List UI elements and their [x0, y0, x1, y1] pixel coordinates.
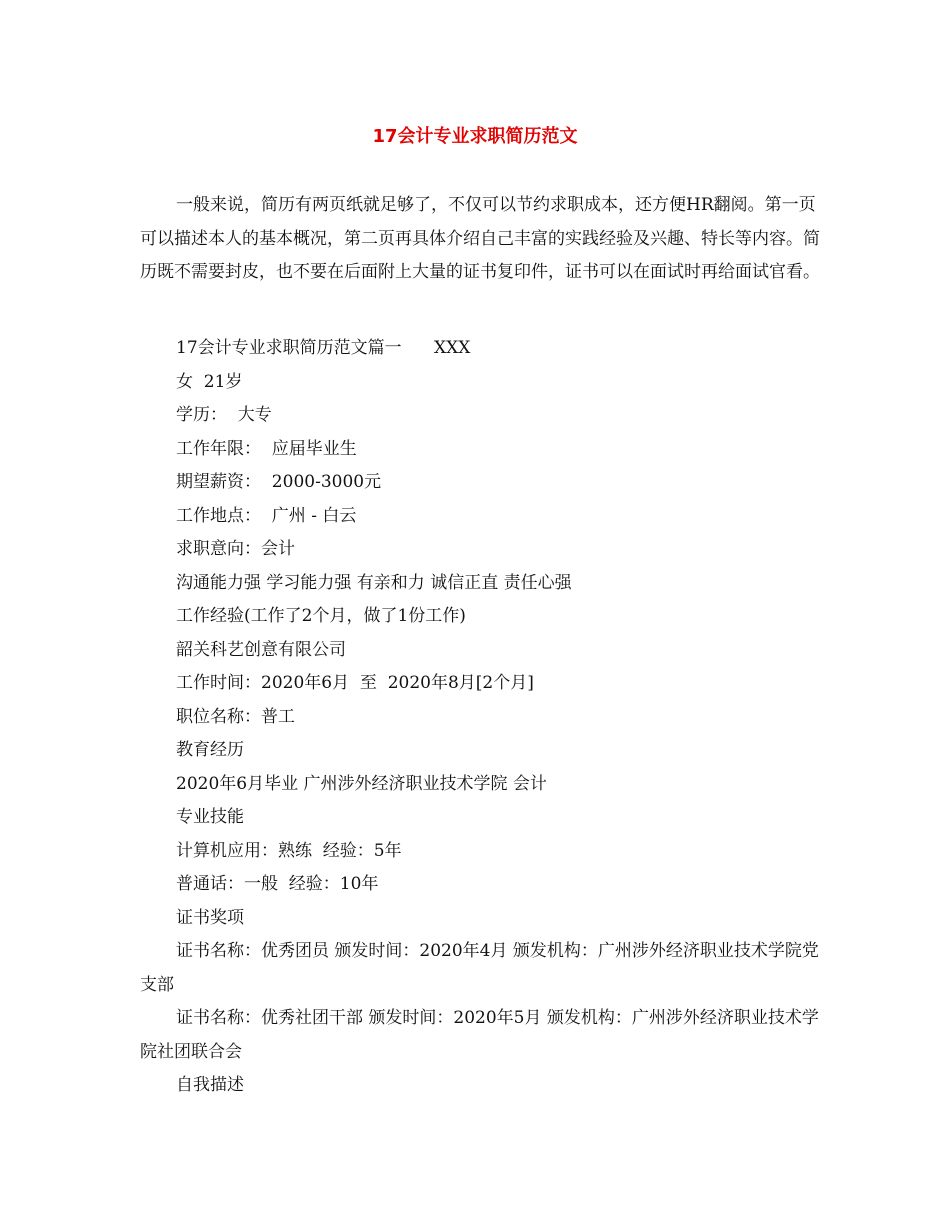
work-time: 工作时间：2020年6月 至 2020年8月[2个月]: [176, 673, 534, 693]
company-name: 韶关科艺创意有限公司: [176, 639, 346, 660]
work-location: 工作地点： 广州 - 白云: [176, 505, 357, 526]
strengths: 沟通能力强 学习能力强 有亲和力 诚信正直 责任心强: [176, 572, 572, 593]
certificate-item-1: 证书名称：优秀团员 颁发时间：2020年4月 颁发机构：广州涉外经济职业技术学院党支部: [140, 941, 819, 995]
expected-salary: 期望薪资： 2000-3000元: [176, 472, 382, 492]
resume-body: [140, 332, 830, 1103]
education-entry: 2020年6月毕业 广州涉外经济职业技术学院 会计: [176, 773, 547, 794]
document-title: 17会计专业求职简历范文: [372, 126, 578, 147]
self-description-heading: 自我描述: [176, 1075, 244, 1095]
certificate-item-2: 证书名称：优秀社团干部 颁发时间：2020年5月 颁发机构：广州涉外经济职业技术学院社团联合会: [140, 1008, 819, 1062]
resume-header: 17会计专业求职简历范文篇一 XXX: [176, 338, 471, 358]
skill-computer: 计算机应用：熟练 经验：5年: [176, 840, 402, 861]
skills-heading: 专业技能: [176, 807, 244, 827]
intro-paragraph: 一般来说，简历有两页纸就足够了，不仅可以节约求职成本，还方便HR翻阅。第一页可以描述本人的基本概况，第二页再具体介绍自己丰富的实践经验及兴趣、特长等内容。简历既不需要封皮，也不要在后面附上大量的证书复印件，证书可以在面试时再给面试官看。: [140, 195, 820, 282]
job-intention: 求职意向：会计: [176, 539, 295, 559]
certificates-heading: 证书奖项: [176, 907, 244, 928]
position-title: 职位名称：普工: [176, 706, 295, 727]
education-heading: 教育经历: [176, 740, 244, 760]
work-experience-heading: 工作经验(工作了2个月，做了1份工作): [176, 606, 466, 626]
work-years: 工作年限： 应届毕业生: [176, 438, 357, 459]
skill-mandarin: 普通话：一般 经验：10年: [176, 874, 379, 894]
gender-age: 女 21岁: [176, 371, 243, 392]
education-level: 学历： 大专: [176, 405, 272, 425]
